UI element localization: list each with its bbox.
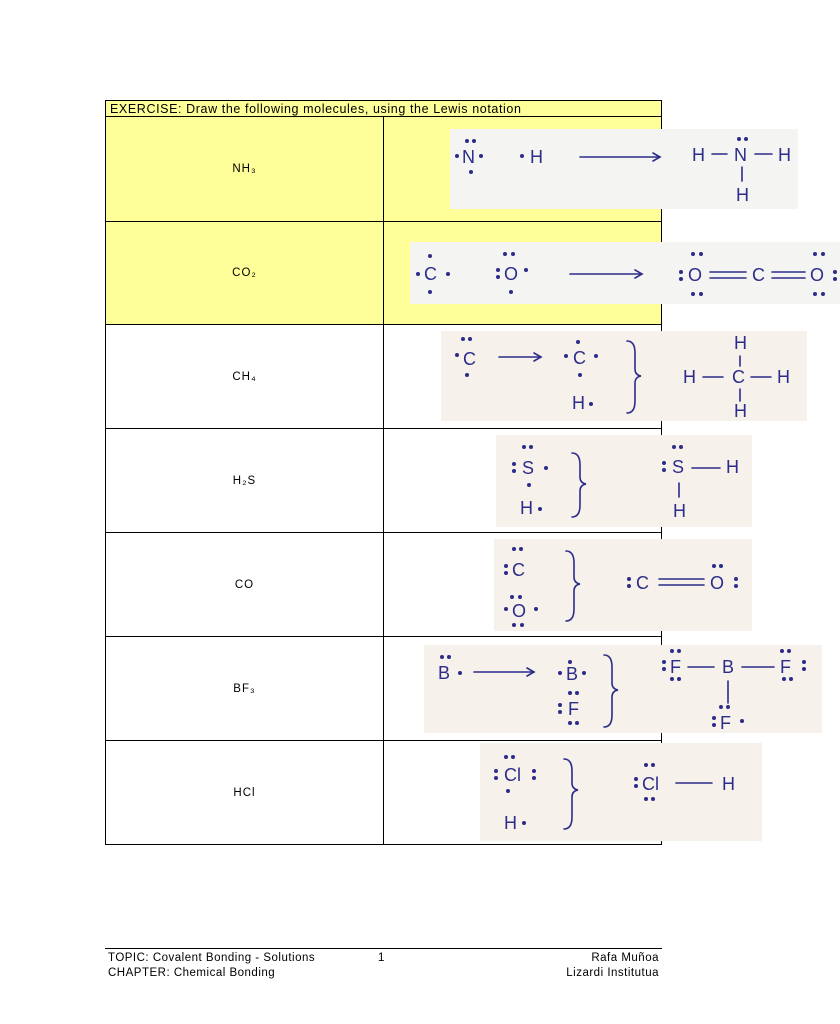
lewis-drawing-nh3 xyxy=(450,129,798,209)
table-row-bf3 xyxy=(106,637,662,741)
footer-chapter: CHAPTER: Chemical Bonding xyxy=(108,967,276,979)
formula-cell: BF₃ xyxy=(106,637,384,741)
atom-c: C xyxy=(732,367,745,387)
atom-f: F xyxy=(780,657,791,677)
formula-cell: NH₃ xyxy=(106,117,384,222)
formula-cell: CO₂ xyxy=(106,222,384,325)
lewis-drawing-bf3 xyxy=(424,645,822,733)
atom-h: H xyxy=(692,145,705,165)
atom-n: N xyxy=(462,147,475,167)
atom-h: H xyxy=(734,333,747,353)
atom-f: F xyxy=(670,657,681,677)
lewis-drawing-co2 xyxy=(410,242,840,304)
atom-h: H xyxy=(673,501,686,521)
atom-h: H xyxy=(734,401,747,421)
atom-c: C xyxy=(463,349,476,369)
atom-c: C xyxy=(752,265,765,285)
lewis-drawing-hcl xyxy=(480,743,762,841)
table-row-hcl xyxy=(106,741,662,845)
page-footer xyxy=(105,948,662,982)
atom-o: O xyxy=(810,265,825,285)
atom-h: H xyxy=(504,813,517,833)
atom-h: H xyxy=(736,185,749,205)
table-row-h2s xyxy=(106,429,662,533)
atom-h: H xyxy=(683,367,696,387)
atom-n: N xyxy=(734,145,747,165)
lewis-drawing-ch4 xyxy=(441,331,807,421)
atom-b: B xyxy=(722,657,735,677)
drawing-cell xyxy=(384,429,739,533)
atom-s: S xyxy=(672,457,685,477)
atom-o: O xyxy=(512,601,527,621)
atom-b: B xyxy=(566,664,579,684)
drawing-cell xyxy=(384,222,825,325)
lewis-drawing-co xyxy=(494,539,752,631)
atom-h: H xyxy=(572,393,585,413)
table-row-co xyxy=(106,533,662,637)
formula-cell: CO xyxy=(106,533,384,637)
formula-cell: HCl xyxy=(106,741,384,845)
drawing-cell xyxy=(384,533,725,637)
footer-topic: TOPIC: Covalent Bonding - Solutions xyxy=(108,952,316,964)
drawing-cell xyxy=(384,117,791,222)
atom-b: B xyxy=(438,663,451,683)
table-row-co2 xyxy=(106,222,662,325)
atom-c: C xyxy=(424,264,437,284)
exercise-header-row xyxy=(106,101,662,117)
atom-c: C xyxy=(636,573,649,593)
atom-h: H xyxy=(726,457,739,477)
table-row-ch4 xyxy=(106,325,662,429)
atom-cl: Cl xyxy=(504,765,521,785)
footer-page-number: 1 xyxy=(378,952,385,964)
atom-h: H xyxy=(777,367,790,387)
table-row-nh3 xyxy=(106,117,662,222)
atom-f: F xyxy=(568,699,579,719)
atom-h: H xyxy=(722,774,735,794)
drawing-cell xyxy=(384,325,790,429)
atom-cl: Cl xyxy=(642,774,659,794)
formula-cell: H₂S xyxy=(106,429,384,533)
lewis-drawing-h2s xyxy=(496,435,752,527)
atom-o: O xyxy=(504,264,519,284)
exercise-heading: EXERCISE: Draw the following molecules, using the Lewis notation xyxy=(106,101,662,117)
atom-h: H xyxy=(530,147,543,167)
atom-f: F xyxy=(720,713,731,733)
footer-author: Rafa Muñoa xyxy=(591,952,659,964)
atom-c: C xyxy=(573,348,586,368)
atom-o: O xyxy=(710,573,725,593)
exercise-table xyxy=(105,100,825,845)
footer-institution: Lizardi Institutua xyxy=(566,967,659,979)
drawing-cell xyxy=(384,741,735,845)
atom-h: H xyxy=(520,498,533,518)
formula-cell: CH₄ xyxy=(106,325,384,429)
drawing-cell xyxy=(384,637,791,741)
atom-h: H xyxy=(778,145,791,165)
atom-s: S xyxy=(522,458,535,478)
atom-o: O xyxy=(688,265,703,285)
atom-c: C xyxy=(512,560,525,580)
